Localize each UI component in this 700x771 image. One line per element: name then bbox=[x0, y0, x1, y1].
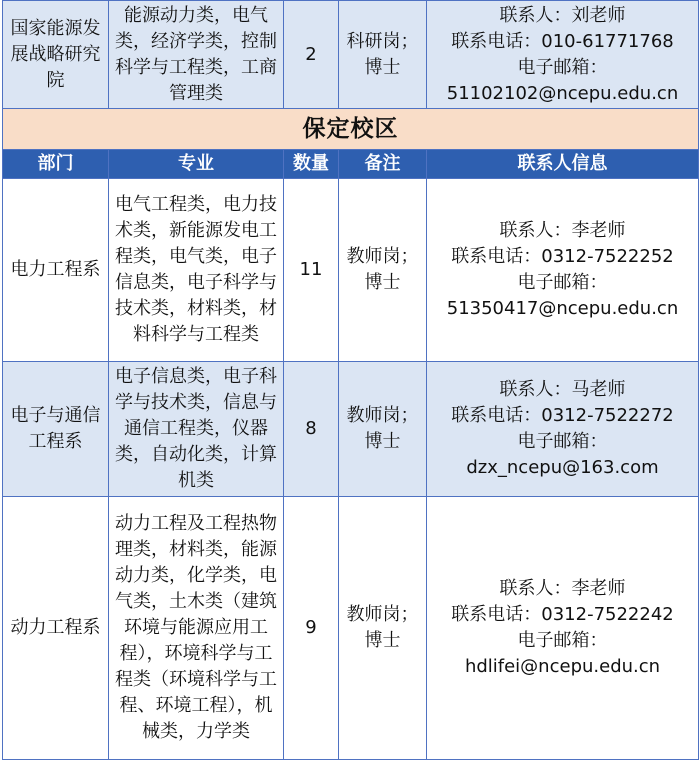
note-cell: 教师岗；博士 bbox=[339, 179, 427, 362]
contact-phone: 联系电话：0312-7522252 bbox=[451, 246, 674, 267]
contact-cell bbox=[427, 362, 699, 497]
department-cell: 动力工程系 bbox=[3, 497, 109, 760]
table-row bbox=[3, 362, 699, 497]
count-cell: 8 bbox=[284, 362, 339, 497]
department-cell: 国家能源发展战略研究院 bbox=[3, 1, 109, 109]
contact-email-label: 电子邮箱： bbox=[517, 431, 608, 452]
table-row bbox=[3, 497, 699, 760]
contact-cell bbox=[427, 1, 699, 109]
table-row bbox=[3, 179, 699, 362]
contact-email-label: 电子邮箱： bbox=[517, 630, 608, 651]
header-department: 部门 bbox=[3, 150, 109, 179]
majors-cell: 电气工程类，电力技术类，新能源发电工程类，电气类，电子信息类，电子科学与技术类，材料类，材料科学与工程类 bbox=[109, 179, 284, 362]
note-cell: 科研岗；博士 bbox=[339, 1, 427, 109]
campus-title: 保定校区 bbox=[3, 109, 699, 150]
majors-cell: 动力工程及工程热物理类，材料类，能源动力类，化学类，电气类，土木类（建筑环境与能源应用工程），环境科学与工程类（环境科学与工程、环境工程），机械类，力学类 bbox=[109, 497, 284, 760]
count-cell: 9 bbox=[284, 497, 339, 760]
count-cell: 11 bbox=[284, 179, 339, 362]
contact-email-label: 电子邮箱： bbox=[517, 56, 608, 78]
department-cell: 电子与通信工程系 bbox=[3, 362, 109, 497]
contact-phone: 联系电话：010-61771768 bbox=[451, 30, 674, 52]
contact-person: 联系人：李老师 bbox=[499, 578, 626, 599]
majors-cell: 电子信息类，电子科学与技术类，信息与通信工程类，仪器类，自动化类，计算机类 bbox=[109, 362, 284, 497]
header-row bbox=[3, 150, 699, 179]
recruitment-table bbox=[2, 0, 699, 760]
department-cell: 电力工程系 bbox=[3, 179, 109, 362]
note-cell: 教师岗；博士 bbox=[339, 497, 427, 760]
header-count: 数量 bbox=[284, 150, 339, 179]
contact-cell bbox=[427, 179, 699, 362]
header-contact: 联系人信息 bbox=[427, 150, 699, 179]
contact-email: hdlifei@ncepu.edu.cn bbox=[464, 656, 661, 677]
contact-phone: 联系电话：0312-7522242 bbox=[451, 604, 674, 625]
header-major: 专业 bbox=[109, 150, 284, 179]
contact-person: 联系人：马老师 bbox=[499, 379, 626, 400]
header-note: 备注 bbox=[339, 150, 427, 179]
contact-email: 51350417@ncepu.edu.cn bbox=[446, 298, 679, 319]
count-cell: 2 bbox=[284, 1, 339, 109]
majors-cell: 能源动力类，电气类，经济学类，控制科学与工程类，工商管理类 bbox=[109, 1, 284, 109]
contact-person: 联系人：李老师 bbox=[499, 220, 626, 241]
note-cell: 教师岗；博士 bbox=[339, 362, 427, 497]
contact-email: 51102102@ncepu.edu.cn bbox=[446, 82, 679, 104]
recruitment-table-sheet bbox=[2, 0, 698, 760]
contact-email-label: 电子邮箱： bbox=[517, 272, 608, 293]
contact-phone: 联系电话：0312-7522272 bbox=[451, 405, 674, 426]
contact-email: dzx_ncepu@163.com bbox=[466, 457, 659, 478]
campus-title-row bbox=[3, 109, 699, 150]
contact-cell bbox=[427, 497, 699, 760]
contact-person: 联系人：刘老师 bbox=[499, 4, 626, 26]
table-row bbox=[3, 1, 699, 109]
